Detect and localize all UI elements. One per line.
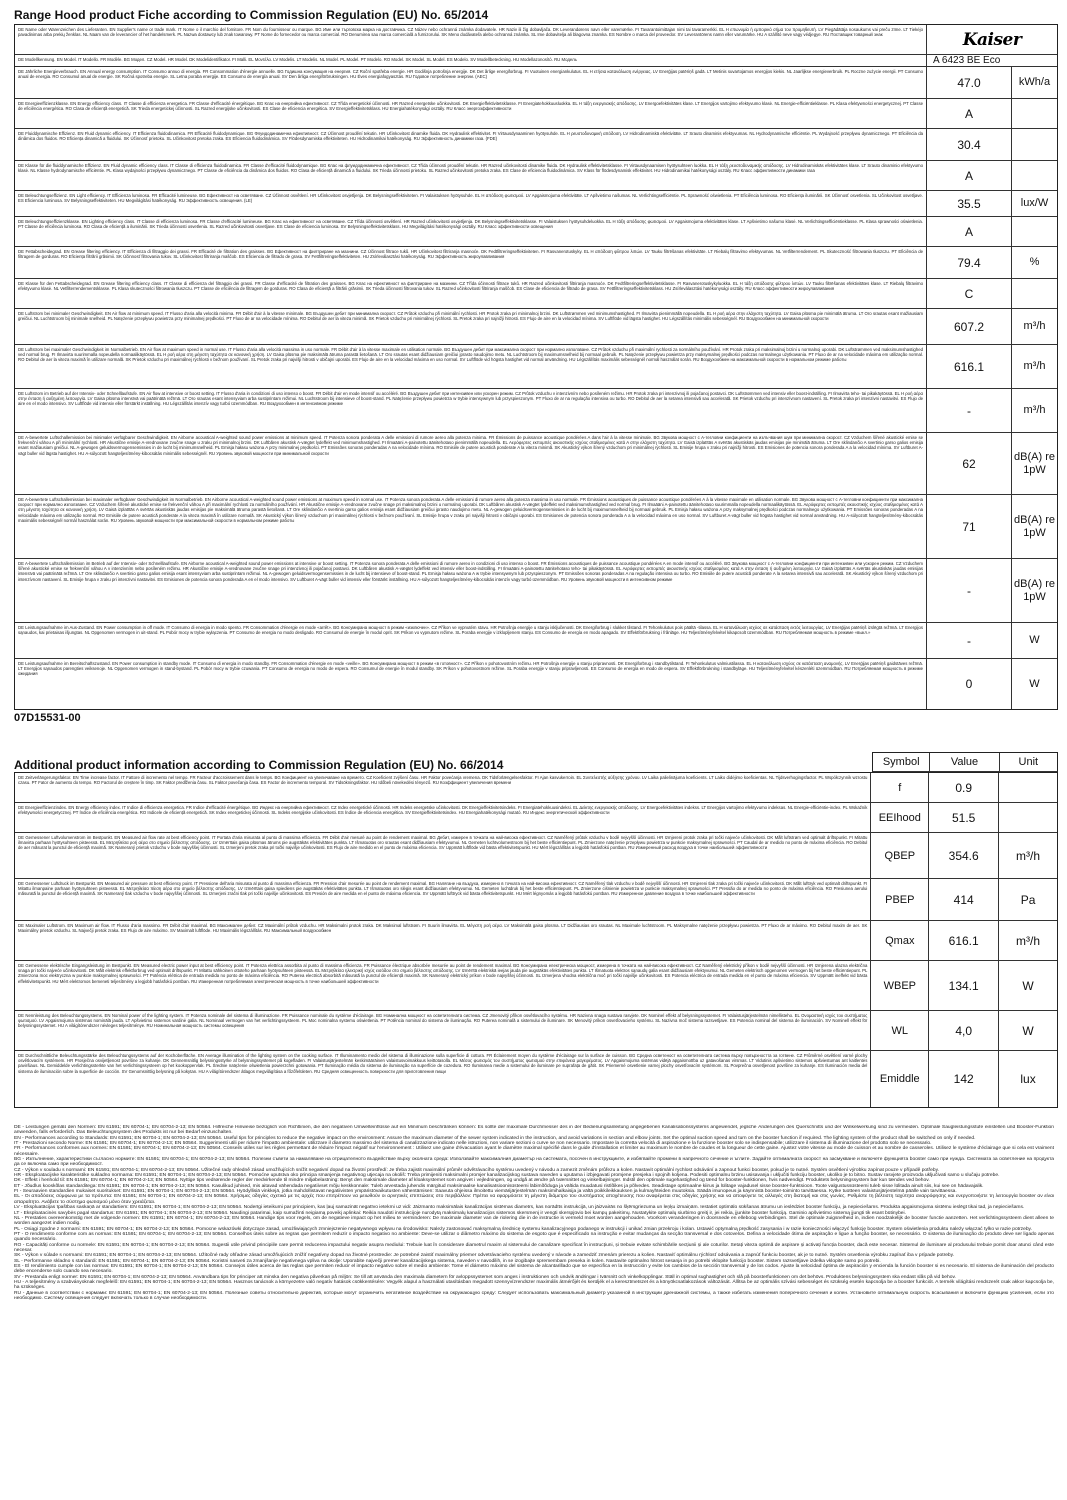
- note-paragraph: LV - Ekspluatācijas īpašības saskaņā ar standartiem: EN 61591; EN 60704-1; EN 60704-2-13; EN 50564. Noderīgi ieteikumi par principiem, kas ļauj samazināt negatīvo ietekmi uz vidi: Jāizmanto maksimālais kanalizācijas sistēmas diametrs, kas norādīts instrukcijā, un jāizvairās no šķērsgriezuma un leņķu izmaiņām. Iestatiet optimālo sūkšanas ātrumu un ieslēdziet booster funkciju, ja nepieciešams. Produkta apgaismojuma sistēmu ieslēgt tikai tad, ja nepieciešams.: [14, 1205, 1025, 1211]
- model-name: A 6423 BE Eco: [933, 55, 1001, 66]
- table-row: [15, 161, 1057, 191]
- note-paragraph: SK - Výkon v súlade s normami: EN 61591; EN 60704-1; EN 60704-2-13; EN 50564. Užitočné rady ohľadne zásad umožňujúcich znížiť negatívny dopad na životné prostredie: Je potrebné zaistiť maximálny priemer odvetrávacieho systému uvedený v návode a zamedziť zmenám prierezu a kolien. Nastaviť optimálnu rýchlosť odsávania a zapnúť funkciu booster, ak je to nutné. Systém osvetlenia výrobku zapínať iba v prípade potreby.: [14, 1253, 955, 1259]
- row-value: 51.5: [929, 803, 999, 832]
- row-unit: [999, 803, 1057, 832]
- row-value: 0: [927, 659, 1012, 709]
- note-paragraph: DK - Effekt i henhold til: EN 61591; EN 60704-1; EN 60704-2-13; EN 50564. Nyttige tips vedrørende regler der medvirkende til mindre miljøbelastning: Benyt den maksimale diameter af kloaksystemet som angivet i vejledningen, og undgå at ændre på tværsnittet og vinkelbøjninger. Indstil den optimale sugehastighed og tænd for booster-funktionen, hvis nødvendigt. Produktets belysningssystem bør kun tændes ved behov.: [14, 1178, 930, 1184]
- table-row: [15, 99, 1057, 129]
- row-unit: kWh/a: [1018, 76, 1051, 88]
- row-unit: lux: [1020, 1072, 1036, 1086]
- row-value: C: [927, 279, 1012, 308]
- row-value: 62: [927, 433, 1012, 494]
- fiche-title: Range Hood product Fiche according to Commission Regulation (EU) No. 65/2014: [14, 8, 489, 22]
- row-unit: [1012, 279, 1057, 308]
- row-description: DE Energieeffizienzindex. EN Energy efficiency index. IT Indice di efficienza energetica. FR Indice d'efficacité énergétique. BG Индекс на енергийна ефективност. CZ Index energetické účinnosti. HR Indeks energetske učinkovitosti. DK Energieffektivitetsindeks. FI Energiatehokkuusindeksi. EL Δείκτης ενεργειακής απόδοσης. LV Energoefektivitātes indekss. LT Energijos vartojimo efektyvumo indeksas. NL Energie-efficiëntie-index. PL Wskaźnik efektywności energetycznej. PT Índice de eficiência energética. RO Indicele de eficiență energetică. SK Index energetickej účinnosti. SL Indeks energijske učinkovitosti. ES Índice de eficiencia energética. SV Energieffektivitetsindex. HU Energiahatékonysági mutató. RU Индекс энергетической эффективности: [15, 803, 871, 832]
- header-value: Value: [930, 753, 999, 771]
- row-symbol: EEIhood: [871, 803, 929, 832]
- row-value: 30.4: [927, 129, 1012, 160]
- row-description: DE A-bewertete Luftschallemission im Betrieb auf der Intensiv- oder Schnelllaufstufe. EN Airborne acoustical A-weighted sound power emissions at intensive or boost setting. IT Potenza sonora ponderata A delle emissioni di rumore aereo in condizioni di uso intenso o boost. FR Émissions acoustiques de puissance acoustique pondérées A en mode intensif ou accéléré. BG Звукова мощност с А-тегловни коефициенти при интензивен или ускорен режим. CZ Vzduchem šířené akustické emise se frekvenční váhou A v intenzivním nebo posíleném režimu. HR Akustične emisije A-vrednovane zvučne snage pri intenzivnoj ili pojačanoj postavci. DK Luftbåren akustisk A-vægtet lydeffekt ved intensiv eller boost-indstilling. FI Ilmaääni A-painotettu äänitehotaso teho- tai pikakäytössä. EL Αερόφερτες εκπομπές ακουστικής ισχύος σταθμισμένες κατά Α στην ένταση ή αυξημένη λειτουργία. LV Gaisā izplatītās A svērtās akustiskās jaudas emisijas intensīvā vai paātrinātā režīmā. LT Ore sklindančio A svertinio garso galios emisija esant intensyviam arba sustiprintam režimui. NL A-gewogen geluidsvermogensemissies in de lucht bij intensieve of boost-stand. PL Emisja hałasu ważona A w trybie intensywnym lub przyspieszonym. PT Emissões sonoras ponderadas A na regulação intensiva ou turbo. RO Emisiile de putere acustică ponderate A la setarea intensivă sau accelerată. SK Akustický výkon šírený vzduchom pri intenzívnom nastavení. SL Emisije hrupa v zraku pri intenzivni nastavitvi. ES Emisiones de potencia sonora ponderada A en el modo intensivo. SV Luftburet A-vägt buller vid intensiv eller förstärkt inställning. HU A-súlyozott hangteljesítmény-kibocsátás intenzív vagy turbó üzemmódban. RU Уровень звуковой мощности в интенсивном режиме: [15, 559, 927, 622]
- table-row: [15, 1011, 1057, 1051]
- row-value: 47.0: [927, 67, 1012, 98]
- document-code: 07D15531-00: [14, 712, 81, 724]
- note-paragraph: RO - Capacități conforme cu normele: EN 61591; EN 60704-1; EN 60704-2-13; EN 50564. Sugestii utile privind principiile care permit reducerea impactului negativ asupra mediului: Trebuie luat în considerare diametrul maxim al sistemului de canalizare specificat în instrucțiuni, și trebuie evitate schimbările secțiunii și ale coturilor. Setați viteza optimă de aspirare și activați funcția booster, dacă este necesar. Sistemul de iluminare al produsului trebuie pornit doar atunci când este necesar.: [14, 1242, 1054, 1253]
- row-unit: W: [1029, 677, 1040, 690]
- table-row: [15, 921, 1057, 961]
- row-value: A: [927, 99, 1012, 128]
- table-row: [15, 803, 1057, 833]
- row-description: DE Modellkennung. EN Model. IT Modello. FR Modèle. BG Модел. CZ Model. HR Model. DK Modelidentifikator. FI Malli. EL Μοντέλο. LV Modelis. LT Modelis. NL Model. PL Model. PT Modelo. RO Model. SK Model. SL Model. ES Modelo. SV Modellbeteckning. HU Modellazonosító. RU Модель: [15, 55, 927, 66]
- table-row: [15, 67, 1057, 99]
- row-symbol: Emiddle: [871, 1051, 929, 1107]
- note-paragraph: CZ - Výkon v souladu s normami: EN 61591; EN 60704-1; EN 60704-2-13; EN 50564. Užitečné rady ohledně zásad umožňujících snížit negativní dopad na životní prostředí: Je třeba zajistit maximální průměr odvětrávacího systému uvedený v návodu a zamezit změnám průřezu a kolen. Nastavit optimální rychlost odsávání a zapnout funkci booster, pokud je to nutné. Systém osvětlení výrobku zapínat pouze v případě potřeby.: [14, 1167, 940, 1173]
- table-row: [15, 623, 1057, 659]
- table-row: [15, 433, 1057, 495]
- row-unit: [1012, 161, 1057, 190]
- row-unit: [1012, 129, 1057, 160]
- note-paragraph: RU - Данные в соответствии с нормами: EN 61591; EN 60704-1; EN 60704-2-13; EN 50564. Полезные советы относительно директив, которые могут ограничить негативное воздействие на окружающую среду: Следует использовать максимальный диаметр указанной в инструкции дренажной системы, а также избегать изменения поперечного сечения и колен. Установите оптимальную скорость всасывания и включите функцию усиления, если это необходимо. Систему освещения следует включать только в случае необходимости.: [14, 1290, 1054, 1301]
- row-value: -: [927, 389, 1012, 432]
- table-row: [15, 247, 1057, 279]
- table-row: [15, 345, 1057, 389]
- row-description: DE Leistungsaufnahme im Bereitschaftszustand. EN Power consumption in standby mode. IT Consumo di energia in modo standby. FR Consommation d'énergie en mode «veille». BG Консумирана мощност в режим «в готовност». CZ Příkon v pohotovostním režimu. HR Potrošnja energije u stanju pripravnosti. DK Energiforbrug i standbytilstand. FI Tehonkulutus valmiustilassa. EL Η κατανάλωση ισχύος σε κατάσταση αναμονής. LV Enerģijas patēriņš gaidstāves režīmā. LT Energijos sąnaudos parengties veiksenoje. NL Opgenomen vermogen in stand-bystand. PL Pobór mocy w trybie czuwania. PT Consumo de energia no modo de espera. RO Consumul de energie în modul standby. SK Príkon v pohotovostnom režime. SL Poraba energije v stanju pripravljenosti. ES Consumo de energía en modo de espera. SV Effektförbrukning i standbyläge. HU Teljesítményfelvétel készenléti üzemmódban. RU Потребляемая мощность в режиме ожидания: [15, 659, 927, 709]
- row-description: DE Luftstrom im Betrieb auf der Intensiv- oder Schnelllaufstufe. EN Air flow at intensive or boost setting. IT Flusso d'aria in condizioni di uso intenso o boost. FR Débit d'air en mode intensif ou accéléré. BG Въздушен дебит при интензивен или ускорен режим. CZ Průtok vzduchu v intenzivním nebo posíleném režimu. HR Protok zraka pri intenzivnoj ili pojačanoj postavci. DK Luftstrømmen ved intensiv eller boost-indstilling. FI Ilmavirta teho- tai pikakäytössä. EL Η ροή αέρα στην ένταση ή αυξημένη λειτουργία. LV Gaisa plūsma intensīvā vai paātrinātā režīmā. LT Oro srautas esant intensyviam arba sustiprintam režimui. NL Luchtstroom bij intensieve of boost-stand. PL Natężenie przepływu powietrza w trybie intensywnym lub przyspieszonym. PT Fluxo de ar na regulação intensiva ou turbo. RO Debitul de aer la setarea intensivă sau accelerată. SK Prietok vzduchu pri intenzívnom nastavení. SL Pretok zraka pri intenzivni nastavitvi. ES Flujo de aire en el modo intensivo. SV Luftflöde vid intensiv eller förstärkt inställning. HU Légszállítás intenzív vagy turbó üzemmódban. RU Воздухообмен в интенсивном режиме: [15, 389, 927, 432]
- header-unit: Unit: [1018, 756, 1039, 768]
- note-paragraph: BG - Изпълнение, характеристики съгласно нормите: EN 61591; EN 60704-1; EN 60704-2-13; EN 50564. Полезни съвети за намаляване на отрицателното въздействие върху околната среда: Използвайте максималния диаметър на системата, посочен в инструкциите, и избягвайте промени в напречното сечение и ъглите. Задайте оптималната скорост на засмукване и включете функцията booster само при нужда. Системата за осветление на продукта да се включва само при необходимост.: [14, 1157, 1054, 1168]
- additional-info-title: Additional product information according to Commission Regulation (EU) No. 66/2014: [14, 758, 504, 772]
- table-row: [15, 279, 1057, 309]
- row-unit: Pa: [1020, 892, 1036, 907]
- row-description: DE Beleuchtungseffizienzklasse. EN Lighting efficiency class. IT Classe di efficienza luminosa. FR Classe d'efficacité lumineuse. BG Клас на ефективност на осветяване. CZ Třída účinnosti osvětlení. HR Razred učinkovitosti osvjetljenja. DK Belysningseffektivitetsklasse. FI Valaistuksen hyötysuhdeluokka. EL Η τάξη απόδοσης φωτισμού. LV Apgaismojuma efektivitātes klase. LT Apšvietimo našumo klasė. NL Verlichtingsefficiëntieklasse. PL Klasa sprawności oświetlenia. PT Classe de eficiência luminosa. RO Clasa de eficiență a iluminării. SK Trieda účinnosti osvetlenia. SL Razred učinkovitosti osvetljave. ES Clase de eficiencia luminosa. SV Belysningseffektivitetsklass. HU Megvilágítási hatékonysági osztály. RU Класс эффективности освещения: [15, 217, 927, 246]
- row-unit: m³/h: [1023, 360, 1046, 372]
- note-paragraph: FR - Performances conformes aux normes: EN 61591; EN 60704-1; EN 60704-2-13; EN 50564. Conseils utiles sur les règles permettant de réduire l'impact négatif sur l'environnement : Utilisez une gaine d'évacuation ayant le diamètre maximal spécifié dans le guide d'installation et limiter au maximum le nombre de coudes et la longueur de cette gaine. Ajustez votre vitesse au mode de cuisson et au nombre de casseroles. Utilisez le système d'éclairage que si cela est vraiment nécessaire.: [14, 1146, 1054, 1157]
- row-value: -: [927, 623, 1012, 658]
- row-value: 71: [927, 495, 1012, 558]
- row-value: 616.1: [927, 345, 1012, 388]
- row-unit: [1012, 217, 1057, 246]
- row-description: DE Gemessener Luftvolumenstrom im Bestpunkt. EN Measured air flow rate at best efficiency point. IT Portata d'aria misurata al punto di massima efficienza. FR Débit d'air mesuré au point de rendement maximal. BG Дебит, измерен в точката на най-висока ефективност. CZ Naměřený průtok vzduchu v bodě nejvyšší účinnosti. HR Izmjereni protok zraka pri točki najveće učinkovitosti. DK Målt luftstrøm ved optimalt driftspunkt. FI Mitattu ilmavirta parhaan hyötysuhteen pisteessä. EL Μετρηθείσα ροή αέρα στο σημείο βέλτιστης απόδοσης. LV Izmērītais gaisa plūsmas ātrums pie augstākās efektivitātes punkta. LT Išmatuotas oro srautas esant didžiausiam efektyvumui. NL Gemeten luchtvolumestroom bij het beste efficiëntiepunt. PL Zmierzone natężenie przepływu powietrza w punkcie maksymalnej sprawności. PT Caudal de ar medido no ponto de máxima eficiência. RO Debitul de aer măsurat la punctul de eficiență maximă. SK Nameraný prietok vzduchu v bode najvyššej účinnosti. SL Izmerjeni pretok zraka pri točki najvišje učinkovitosti. ES Flujo de aire medido en el punto de máxima eficiencia. SV Uppmätt luftflöde vid bästa effektivitetspunkt. HU Mért légszállítás a legjobb hatásfokú pontban. RU Измеренный расход воздуха в точке наибольшей эффективности: [15, 833, 871, 878]
- row-value: 79.4: [927, 247, 1012, 278]
- additional-info-body: [14, 772, 1058, 1108]
- row-description: DE Durchschnittliche Beleuchtungsstärke des Beleuchtungssystems auf der Kochoberfläche. EN Average illumination of the lighting system on the cooking surface. IT Illuminamento medio del sistema di illuminazione sulla superficie di cottura. FR Éclairement moyen du système d'éclairage sur la surface de cuisson. BG Средна осветеност на осветителната система върху повърхността за готвене. CZ Průměrné osvětlení varné plochy osvětlovacím systémem. HR Prosječna osvijetljenost površine za kuhanje. DK Gennemsnitlig belysningsstyrke af belysningssystemet på kogefladen. FI Valaistusjärjestelmän keskimääräinen valaistusvoimakkuus keittotasolla. EL Μέσος φωτισμός του συστήματος φωτισμού στην επιφάνεια μαγειρέματος. LV Apgaismojuma sistēmas vidējā apgaismotība uz gatavošanas virsmas. LT Vidutinis apšvietimo sistemos apšviestumas ant kaitlentės paviršiaus. NL Gemiddelde verlichtingssterkte van het verlichtingssysteem op het kookoppervlak. PL Średnie natężenie oświetlenia powierzchni gotowania. PT Iluminação média do sistema de iluminação na superfície de cozedura. RO Iluminarea medie a sistemului de iluminare pe suprafața de gătit. SK Priemerné osvetlenie varnej plochy osvetľovacím systémom. SL Povprečna osvetljenost površine za kuhanje. ES Iluminación media del sistema de iluminación sobre la superficie de cocción. SV Genomsnittlig belysning på kokytan. HU A világítórendszer átlagos megvilágítása a főzőfelületen. RU Средняя освещенность поверхности для приготовления пищи: [15, 1051, 871, 1107]
- row-symbol: WL: [871, 1011, 929, 1050]
- row-symbol: WBEP: [871, 961, 929, 1010]
- row-description: DE Fettabscheidegrad. EN Grease filtering efficiency. IT Efficienza di filtraggio dei grassi. FR Efficacité de filtration des graisses. BG Ефективност на филтриране на мазнини. CZ Účinnost filtrace tuků. HR Učinkovitost filtriranja masnoće. DK Fedtfiltreringseffektiviteten. FI Rasvanerotuskyky. EL Η απόδοση φίλτρου λιπών. LV Tauku filtrēšanas efektivitāte. LT Riebalų filtravimo efektyvumas. NL Vetfilterrendement. PL Skuteczność filtrowania tłuszczu. PT Eficiência de filtragem de gorduras. RO Eficiența filtrării grăsimii. SK Účinnosť filtrovania tukov. SL Učinkovitost filtriranja maščob. ES Eficiencia de filtrado de grasa. SV Fettfiltreringseffektiviteten. HU Zsírleválasztási hatékonyság. RU Эффективность жироулавливания: [15, 247, 927, 278]
- row-value: 134.1: [929, 961, 999, 1010]
- table-row: [15, 217, 1057, 247]
- note-paragraph: EL - Οι αποδόσεις σύμφωνα με τα πρότυπα: EN 61591; EN 60704-1; EN 60704-2-13; EN 50564. Χρήσιμες οδηγίες σχετικά με τις αρχές που επιτρέπουν να μειωθούν οι αρνητικές επιπτώσεις στο περιβάλλον: Πρέπει να εφαρμόσετε τη μέγιστη διάμετρο του συστήματος αποχέτευσης που αναφέρεται στις οδηγίες χρήσης και να αποφύγετε τις αλλαγές στη διατομή και στις γωνίες. Ρυθμίστε τη βέλτιστη ταχύτητα αναρρόφησης και ενεργοποιήστε τη λειτουργία booster αν είναι απαραίτητο. Ανάβετε το σύστημα φωτισμού μόνο όταν χρειάζεται.: [14, 1194, 1054, 1205]
- table-row: [15, 389, 1057, 433]
- brand-logo-cell: [927, 25, 1057, 54]
- row-value: A: [927, 217, 1012, 246]
- model-cell: [927, 55, 1057, 66]
- row-unit: dB(A) re 1pW: [1014, 577, 1055, 603]
- row-unit: dB(A) re 1pW: [1014, 513, 1055, 539]
- row-description: DE Klasse für die fluiddynamische Effizienz. EN Fluid dynamic efficiency class. IT Classe di efficienza fluidodinamica. FR Classe d'efficacité fluidodynamique. BG Клас на флуидодинамична ефективност. CZ Třída účinnosti proudění tekutin. HR Razred učinkovitosti dinamike fluida. DK Hydraulisk effektivitetsklasse. FI Virtausdynaamisen hyötysuhteen luokka. EL Η τάξη ρευστοδυναμικής απόδοσης. LV Hidrodinamiskās efektivitātes klase. LT Srauto dinaminio efektyvumo klasė. NL Klasse hydrodynamische efficiëntie. PL Klasa wydajności przepływu dynamicznego. PT Classe de eficiência da dinâmica dos fluidos. RO Clasa de eficiență dinamică a fluidului. SK Trieda účinnosti prietoku. SL Razred učinkovitosti pretoka zraka. ES Clase de eficiencia fluidodinámica. SV Klass för flödesdynamisk effektivitet. HU Hidrodinamikai hatékonysági osztály. RU Класс эффективности динамики газа: [15, 161, 927, 190]
- note-paragraph: FI - Seuraavien standardien mukaiset suoritukset: EN 61591; EN 60704-1; EN 60704-2-13; EN 50564. Hyödyllisiä vinkkejä, jotka mahdollistavat negatiivisten ympäristövaikutusten vähentämisen: Saavuta ohjeissa ilmoitettu viemärijärjestelmän maksimihalkaisija ja vältä poikkileikkauksen ja kulmayhteiden muutoksia. Säädä imunopeus ja käynnistä booster-toiminto tarvittaessa. Kytke tuotteen valaistusjärjestelmä päälle vain tarvittaessa.: [14, 1189, 957, 1195]
- row-unit: W: [1029, 634, 1040, 646]
- note-paragraph: LT - Eksploatacinės savybės pagal standartus: EN 61591; EN 60704-1; EN 60704-2-13; EN 50564. Naudingi patarimai, kaip sumažinti neigiamą poveikį aplinkai: Reikia naudoti instrukcijoje nurodytą maksimalų kanalizacijos sistemos skersmenį ir vengti skerspjūvio bei kampų pakeitimų. Nustatykite optimalų siurbimo greitį ir, jei reikia, įjunkite booster funkciją. Gaminio apšvietimo sistemą įjungti tik esant būtinybei.: [14, 1210, 906, 1216]
- row-description: DE A-bewertete Luftschallemission bei minimaler verfügbarer Geschwindigkeit. EN Airborne acoustical A-weighted sound power emissions at minimum speed. IT Potenza sonora ponderata A delle emissioni di rumore aereo alla potenza minima. FR Émissions de puissance acoustique pondérées A dans l'air à la vitesse minimale. BG Звукова мощност с А-тегловни коефициенти на излъчвания шум при минимална скорост. CZ Vzduchem šířené akustické emise se frekvenční váhou A při minimální rychlosti. HR Akustične emisije A-vrednovane zvučne snage u zraku pri minimalnoj brzini. DK Luftbåren akustisk A-vægtet lydeffekt ved minimumshastighed. FI Ilmaääni A-painotettu äänitehotaso pienimmällä nopeudella. EL Αερόφερτες εκπομπές ακουστικής ισχύος σταθμισμένες κατά Α στην ελάχιστη ταχύτητα. LV Gaisā izplatītās A svērtās akustiskās jaudas emisijas pie minimālā ātruma. LT Ore sklindančio A svertinio garso galios emisija esant mažiausiam greičiui. NL A-gewogen geluidsvermogensemissies in de lucht bij minimumsnelheid. PL Emisja hałasu ważona A przy minimalnej prędkości. PT Emissões sonoras ponderadas A na velocidade mínima. RO Emisiile de putere acustică ponderate A la viteza minimă. SK Akustický výkon šírený vzduchom pri minimálnej rýchlosti. SL Emisije hrupa v zraku pri najnižji hitrosti. ES Emisiones de potencia sonora ponderada A a la velocidad mínima. SV Luftburet A-vägt buller vid lägsta hastighet. HU A-súlyozott hangteljesítmény-kibocsátás minimális sebességnél. RU Уровень звуковой мощности при минимальной скорости: [15, 433, 927, 494]
- table-row: [15, 129, 1057, 161]
- table-row: [15, 833, 1057, 879]
- row-value: 4,0: [929, 1011, 999, 1050]
- table-row: [15, 495, 1057, 559]
- row-unit: m³/h: [1016, 848, 1041, 863]
- table-row: [15, 191, 1057, 217]
- row-unit: W: [1022, 978, 1034, 993]
- row-value: 0.9: [929, 773, 999, 802]
- row-value: -: [927, 559, 1012, 622]
- note-paragraph: ET - Jõudlus kooskõlas standarditega: EN 61591; EN 60704-1; EN 60704-2-13; EN 50564. Kasulikud juhised, mis aitavad vähendada negatiivset mõju keskkonnale: Tuleb arvestada juhendis märgitud maksimaalse kanalisatsioonisüsteemi läbimõõduga ja vältida muudatusi ristlõikes ja põlvedes. Seadistage optimaalne kiirus ja lülitage vajadusel sisse booster-funktsioon. Toote valgustussüsteemi tuleb sisse lülitada ainult siis, kui see on hädavajalik.: [14, 1183, 984, 1189]
- row-description: DE Luftstrom bei maximaler Geschwindigkeit im Normalbetrieb. EN Air flow at maximum speed in normal use. IT Flusso d'aria alla velocità massima in uso normale. FR Débit d'air à la vitesse maximale en utilisation normale. BG Въздушен дебит при максимална скорост при нормално използване. CZ Průtok vzduchu při maximální rychlosti za normálního používání. HR Protok zraka pri maksimalnoj brzini u normalnoj uporabi. DK Luftstrømmen ved maksimumshastighed ved normal brug. FI Ilmavirta suurimmalla nopeudella normaalikäytössä. EL Η ροή αέρα στη μέγιστη ταχύτητα σε κανονική χρήση. LV Gaisa plūsma pie maksimālā ātruma parastā lietošanā. LT Oro srautas esant didžiausiam greičiui įprasto naudojimo metu. NL Luchtstroom bij maximumsnelheid bij normaal gebruik. PL Natężenie przepływu powietrza przy maksymalnej prędkości podczas normalnego użytkowania. PT Fluxo de ar na velocidade máxima em utilização normal. RO Debitul de aer la viteza maximă în utilizare normală. SK Prietok vzduchu pri maximálnej rýchlosti v bežnom používaní. SL Pretok zraka pri najvišji hitrosti v običajni uporabi. ES Flujo de aire en la velocidad máxima en uso normal. SV Luftflöde vid högsta hastighet vid normal användning. HU Légszállítás maximális sebességnél normál használat során. RU Воздухообмен на максимальной скорости в нормальном режиме работы: [15, 345, 927, 388]
- row-description: DE Klasse für den Fettabscheidegrad. EN Grease filtering efficiency class. IT Classe di efficienza del filtraggio dei grassi. FR Classe d'efficacité de filtration des graisses. BG Клас на ефективност на филтриране на мазнини. CZ Třída účinnosti filtrace tuků. HR Razred učinkovitosti filtriranja masnoće. DK Fedtfiltreringseffektivitetsklasse. FI Rasvanerotuskykyluokka. EL Η τάξη απόδοσης φίλτρου λιπών. LV Tauku filtrēšanas efektivitātes klase. LT Riebalų filtravimo efektyvumo klasė. NL Vetfilterrendementsklasse. PL Klasa skuteczności filtrowania tłuszczu. PT Classe de eficiência de filtragem de gorduras. RO Clasa de eficiență a filtrării grăsimii. SK Trieda účinnosti filtrovania tukov. SL Razred učinkovitosti filtriranja maščob. ES Clase de eficiencia de filtrado de grasa. SV Fettfiltreringseffektivitetsklass. HU Zsírleválasztási hatékonysági osztály. RU Класс эффективности жироулавливания: [15, 279, 927, 308]
- note-paragraph: ES - El rendimiento cumple con las normas: EN 61591; EN 60704-1; EN 60704-2-13; EN 50564. Consejos útiles acerca de las reglas que permiten reducir el impacto negativo sobre el medio ambiente: Tome el diámetro máximo del sistema de alcantarillado que se especifica en la instrucción y evite los cambios de la sección transversal y de los codos. Ajuste la velocidad óptima de aspiración y encienda la función booster si es necesario. El sistema de iluminación del producto debe encenderse solo cuando sea necesario.: [14, 1263, 1054, 1275]
- row-description: DE Fluiddynamische Effizienz. EN Fluid dynamic efficiency. IT Efficienza fluidodinamica. FR Efficacité fluidodynamique. BG Флуидодинамична ефективност. CZ Účinnost proudění tekutin. HR Učinkovitost dinamike fluida. DK Hydraulisk effektivitet. FI Virtausdynaaminen hyötysuhde. EL Η ρευστοδυναμική απόδοση. LV Hidrodinamiskā efektivitāte. LT Srauto dinaminis efektyvumas. NL Hydrodynamische efficiëntie. PL Wydajność przepływu dynamicznego. PT Eficiência da dinâmica dos fluidos. RO Eficiența dinamică a fluidului. SK Účinnosť prietoku. SL Učinkovitost pretoka zraka. ES Eficiencia fluidodinámica. SV Flödesdynamiska effektiviteten. HU Hidrodinamikai hatékonyság. RU Эффективность динамики газа. (FDE): [15, 129, 927, 160]
- table-row: [15, 879, 1057, 921]
- row-value: 616.1: [929, 921, 999, 960]
- note-paragraph: IT - Prestazioni secondo Norme: EN 61591; EN 60704-1; EN 60704-2-13; EN 50564. Suggerimenti utili per ridurre l'impatto ambientale: utilizzare il diametro massimo del sistema di canalizzazione indicato nelle istruzioni, non variare sezioni o curve se non necessario. Impostare la corretta velocità di aspirazione e la funzione booster solo se indispensabile; utilizzare il sistema di illuminazione del prodotto solo se necessario.: [14, 1141, 932, 1147]
- table-row: [15, 25, 1057, 55]
- table-row: [15, 773, 1057, 803]
- brand-logo: Kaiser: [962, 29, 1022, 50]
- row-value: 354.6: [929, 833, 999, 878]
- note-paragraph: DE - Leistungen gemäß den Normen: EN 61591; EN 60704-1; EN 60704-2-13; EN 50564. Hilfreiche Hinweise bezüglich von Richtlinien, die den negativen Umwelteinflüsse auf ein Minimum beschränken können: Es sollte der maximale Durchmesser des in der Bedienungsanleitung angegebenen Kanalisationssystems angewendet, jegliche Änderungen des Querschnitts und der Winkelwerkung sind zu vermeiden. Optimale Saugleistungsstufe einstellen und Booster-Funktion anwenden, falls erforderlich. Das Beleuchtungssystem des Produkts ist nur bei Bedarf einzuschalten.: [14, 1125, 1054, 1136]
- fiche-table: [14, 24, 1058, 710]
- additional-info-table: [14, 752, 1058, 1108]
- note-paragraph: SV - Prestanda enligt normer: EN 61591; EN 60704-1; EN 60704-2-13; EN 50564. Användbara tips för principer att minska den negativa påverkan på miljön: Se till att använda den maximala diametern för avloppssystemet som anges i instruktionen och undvik ändringar i tvärsnitt och vinkelkopplingar. Ställ in optimal sughastighet och slå på boosterfunktionen om det behövs. Produktens belysningssystem ska endast slås på vid behov.: [14, 1274, 956, 1280]
- table-row: [15, 961, 1057, 1011]
- note-paragraph: HU - A teljesítmény a szabványoknak megfelelő: EN 61591; EN 60704-1; EN 60704-2-13; EN 50564. Hasznos tanácsok a környezetre való negatív hatások csökkentésére: Vegyék alapul a használati utasításban megadott szennyvízrendszer maximális átmérőjét és kerüljék el a keresztmetszet és a könyökcsatlakozások változását. Állítsa be az optimális szívási sebességet és szükség esetén kapcsolja be a booster funkciót. A termék világítási rendszerét csak akkor kapcsolja be, ha szükséges.: [14, 1279, 1054, 1291]
- row-unit: [1012, 99, 1057, 128]
- table-row: [15, 1051, 1057, 1107]
- note-paragraph: NL - Prestaties overeenkomstig met de volgende normen: EN 61591; EN 60704-1; EN 60704-2-13; EN 50564. Handige tips voor regels, om de negatieve impact op het milieu te verminderen: De maximale diameter van de riolering die in de instructie is vermeld moet worden aangehouden. Voorkom veranderingen in doorsnede en elleboog verbindingen. Stel de optimale zuigsnelheid in, indien noodzakelijk de booster functie aanzetten. Het verlichtingssysteem dient alleen te worden aangezet indien nodig.: [14, 1215, 1054, 1227]
- table-header: [872, 752, 1058, 772]
- table-row: [15, 55, 1057, 67]
- row-unit: W: [1022, 1023, 1034, 1038]
- row-unit: lux/W: [1020, 197, 1049, 209]
- row-description: DE Jährliche Energieverbrauch. EN Annual energy consumption. IT Consumo annuo di energia. FR Consommation d'énergie annuelle. BG Годишна консумация на енергия. CZ Roční spotřeba energie. HR Godišnja potrošnja energije. DK Det årlige energiforbrug. FI Vuotuinen energiankulutus. EL Η ετήσια κατανάλωση ενέργειας. LV Enerģijas patēriņš gadā. LT Metinis suvartojamos energijos kiekis. NL Jaarlijkse energieverbruik. PL Roczne zużycie energii. PT Consumo anual de energia. RO Consumul anual de energie. SK Ročná spotreba energie. SL Letna poraba energije. ES Consumo de energía anual. SV Den årliga energiförbrukningen. HU Éves energiafogyasztás. RU Годовое потребление энергии. (AEC): [15, 67, 927, 98]
- row-unit: m³/h: [1023, 404, 1046, 416]
- row-unit: m³/h: [1016, 933, 1041, 948]
- note-paragraph: SL - Performanse skladno s standardi: EN 61591; EN 60704-1; EN 60704-2-13; EN 50564. Koristni nasveti za zmanjšanje negativnega vpliva na okolje: Uporabite največji premer kanalizacijskega sistema, naveden v navodilih, in se izogibajte spremembam preseka in kolen. Nastavite optimalno hitrost sesanja in po potrebi vklopite funkcijo booster. Sistem razsvetljave izdelka vklopite samo po potrebi.: [14, 1258, 881, 1264]
- note-paragraph: EN - Performances according to Standards: EN 61591; EN 60704-1; EN 60704-2-13; EN 50564. Useful tips for principles to reduce the negative impact on the environment: Assure the maximum diameter of the sewer system indicated in the instruction, and avoid variations in section and elbow joints. Set the optimal suction speed and turn on the booster function if required. The lighting system of the product shall be switched on only if needed.: [14, 1135, 976, 1141]
- row-value: 414: [929, 879, 999, 920]
- row-value: 35.5: [927, 191, 1012, 216]
- row-unit: dB(A) re 1pW: [1014, 450, 1055, 476]
- row-description: DE A-bewertete Luftschallemission bei maximaler verfügbarer Geschwindigkeit im Normalbetrieb. EN Airborne acoustical A-weighted sound power emissions at maximum speed in normal use. IT Potenza sonora ponderata A delle emissioni di rumore aereo alla potenza massima in uso normale. FR Émissions acoustiques de puissance acoustique pondérées A à la vitesse maximale en utilisation normale. BG Звукова мощност с А-тегловни коефициенти при максимална скорост при нормално използване. CZ Vzduchem šířené akustické emise se frekvenční váhou A při maximální rychlosti za normálního používání. HR Akustične emisije A-vrednovane zvučne snage pri maksimalnoj brzini u normalnoj uporabi. DK Luftbåren akustisk A-vægtet lydeffekt ved maksimumshastighed ved normal brug. FI Ilmaääni A-painotettu äänitehotaso suurimmalla nopeudella normaalikäytössä. EL Αερόφερτες εκπομπές ακουστικής ισχύος σταθμισμένες κατά Α στη μέγιστη ταχύτητα σε κανονική χρήση. LV Gaisā izplatītās A svērtās akustiskās jaudas emisijas pie maksimālā ātruma parastā lietošanā. LT Ore sklindančio A svertinio garso galios emisija esant didžiausiam greičiui įprasto naudojimo metu. NL A-gewogen geluidsvermogensemissies in de lucht bij maximumsnelheid bij normaal gebruik. PL Emisja hałasu ważona A przy maksymalnej prędkości podczas normalnego użytkowania. PT Emissões sonoras ponderadas A na velocidade máxima em utilização normal. RO Emisiile de putere acustică ponderate A la viteza maximă în utilizare normală. SK Akustický výkon šírený vzduchom pri maximálnej rýchlosti v bežnom používaní. SL Emisije hrupa v zraku pri najvišji hitrosti v običajni uporabi. ES Emisiones de potencia sonora ponderada A a la velocidad máxima en uso normal. SV Luftburet A-vägt buller vid högsta hastighet vid normal användning. HU A-súlyozott hangteljesítmény-kibocsátás maximális sebességnél normál használat során. RU Уровень звуковой мощности при максимальной скорости в нормальном режиме работы: [15, 495, 927, 558]
- row-description: DE Nennleistung des Beleuchtungssystems. EN Nominal power of the lighting system. IT Potenza nominale del sistema di illuminazione. FR Puissance nominale du système d'éclairage. BG Номинална мощност на осветителната система. CZ Jmenovitý příkon osvětlovacího systému. HR Nazivna snaga sustava rasvjete. DK Nominel effekt af belysningssystemet. FI Valaistusjärjestelmän nimellisteho. EL Ονομαστική ισχύς του συστήματος φωτισμού. LV Apgaismojuma sistēmas nominālā jauda. LT Apšvietimo sistemos vardinė galia. NL Nominaal vermogen van het verlichtingssysteem. PL Moc nominalna systemu oświetlenia. PT Potência nominal do sistema de iluminação. RO Puterea nominală a sistemului de iluminare. SK Menovitý príkon osvetľovacieho systému. SL Nazivna moč sistema razsvetljave. ES Potencia nominal del sistema de iluminación. SV Nominell effekt för belysningssystemet. HU A világítórendszer névleges teljesítménye. RU Номинальная мощность системы освещения: [15, 1011, 871, 1050]
- row-description: DE Leistungsaufnahme im Aus-Zustand. EN Power consumption in off mode. IT Consumo di energia in modo spento. FR Consommation d'énergie en mode «arrêt». BG Консумирана мощност в режим «изключен». CZ Příkon ve vypnutém stavu. HR Potrošnja energije u stanju isključenosti. DK Energiforbrug i slukket tilstand. FI Tehonkulutus pois päältä -tilassa. EL Η κατανάλωση ισχύος σε κατάσταση εκτός λειτουργίας. LV Enerģijas patēriņš izslēgtā režīmā. LT Energijos sąnaudos, kai prietaisas išjungtas. NL Opgenomen vermogen in uit-stand. PL Pobór mocy w trybie wyłączenia. PT Consumo de energia no modo desligado. RO Consumul de energie în modul oprit. SK Príkon vo vypnutom režime. SL Poraba energije v izklopljenem stanju. ES Consumo de energía en modo apagado. SV Effektförbrukning i frånläge. HU Teljesítményfelvétel kikapcsolt üzemmódban. RU Потребляемая мощность в режиме «выкл.»: [15, 623, 927, 658]
- row-description: DE Maximaler Luftstrom. EN Maximum air flow. IT Flusso d'aria massimo. FR Débit d'air maximal. BG Максимален дебит. CZ Maximální průtok vzduchu. HR Maksimalni protok zraka. DK Maksimal luftstrøm. FI Suurin ilmavirta. EL Μέγιστη ροή αέρα. LV Maksimālā gaisa plūsma. LT Didžiausias oro srautas. NL Maximale luchtstroom. PL Maksymalne natężenie przepływu powietrza. PT Fluxo de ar máximo. RO Debitul maxim de aer. SK Maximálny prietok vzduchu. SL Največji pretok zraka. ES Flujo de aire máximo. SV Maximalt luftflöde. HU Maximális légszállítás. RU Максимальный воздухообмен: [15, 921, 871, 960]
- row-description: DE Gemessener Luftdruck im Bestpunkt. EN Measured air pressure at best efficiency point. IT Pressione dell'aria misurata al punto di massima efficienza. FR Pression d'air mesurée au point de rendement maximal. BG Налягане на въздуха, измерено в точката на най-висока ефективност. CZ Naměřený tlak vzduchu v bodě nejvyšší účinnosti. HR Izmjereni tlak zraka pri točki najveće učinkovitosti. DK Målt lufttryk ved optimalt driftspunkt. FI Mitattu ilmanpaine parhaan hyötysuhteen pisteessä. EL Μετρηθείσα πίεση αέρα στο σημείο βέλτιστης απόδοσης. LV Izmērītais gaisa spiediens pie augstākās efektivitātes punkta. LT Išmatuotas oro slėgis esant didžiausiam efektyvumui. NL Gemeten luchtdruk bij het beste efficiëntiepunt. PL Zmierzone ciśnienie powietrza w punkcie maksymalnej sprawności. PT Pressão do ar medida no ponto de máxima eficiência. RO Presiunea aerului măsurată la punctul de eficiență maximă. SK Nameraný tlak vzduchu v bode najvyššej účinnosti. SL Izmerjeni zračni tlak pri točki najvišje učinkovitosti. ES Presión de aire medida en el punto de máxima eficiencia. SV Uppmätt lufttryck vid bästa effektivitetspunkt. HU Mért légnyomás a legjobb hatásfokú pontban. RU Измеренное давление воздуха в точке наибольшей эффективности: [15, 879, 871, 920]
- table-row: [15, 559, 1057, 623]
- note-paragraph: HR - Eksploatacijske karakteristike sukladno normama: EN 61591; EN 60704-1; EN 60704-2-13; EN 50564. Pomoćne uputstva oko principa smanjenja negativnog utjecaja na okoliš: Treba primijeniti maksimalni promjer kanalizacijskog sustava naveden u uputama i izbjegavati promjene presjeka i spojnih koljena. Podesiti optimalnu brzinu usisavanja i uključiti funkciju booster, ukoliko je to bitno. Sustav rasvjete proizvoda uključivati samo u slučaju potrebe.: [14, 1173, 1000, 1179]
- row-description: DE Name oder Warenzeichen des Lieferanten. EN Supplier's name or trade mark. IT Nome o il marchio del fornitore. FR Nom du fournisseur ou marque. BG Име или търговска марка на доставчика. CZ Název nebo ochranná známka dodavatele. HR Naziv ili žig dobavljača. DK Leverandørens navn eller varemærke. FI Tavarantoimittajan nimi tai tavaramerkki. EL Η επωνυμία ή εμπορικό σήμα του προμηθευτή. LV Piegādātāja nosaukums vai preču zīme. LT Tiekėjo pavadinimas arba prekių ženklas. NL Naam van de leverancier of het handelsmerk. PL Nazwa dostawcy lub znak towarowy. PT Nome do fornecedor ou marca comercial. RO Denumirea sau marca comercială a furnizorului. SK Meno dodávateľa alebo ochranná známka. SL Ime dobavitelja ali blagovna znamka. ES Nombre o marca del proveedor. SV Leverantörens namn eller varumärke. HU A szállító neve vagy védjegye. RU Поставщик товарный знак: [15, 25, 927, 54]
- row-unit: m³/h: [1023, 320, 1046, 332]
- row-symbol: QBEP: [871, 833, 929, 878]
- header-symbol: Symbol: [873, 753, 930, 771]
- row-description: DE Gemessene elektrische Eingangsleistung im Bestpunkt. EN Measured electric power input at best efficiency point. IT Potenza elettrica assorbita al punto di massima efficienza. FR Puissance électrique absorbée mesurée au point de rendement maximal. BG Консумирана електрическа мощност, измерена в точката на най-висока ефективност. CZ Naměřený elektrický příkon v bodě nejvyšší účinnosti. HR Izmjerena ulazna električna snaga pri točki najveće učinkovitosti. DK Målt elektrisk effektforbrug ved optimalt driftspunkt. FI Mitattu sähköinen ottoteho parhaan hyötysuhteen pisteessä. EL Μετρηθείσα ηλεκτρική ισχύς εισόδου στο σημείο βέλτιστης απόδοσης. LV Izmērītā elektriskā ieejas jauda pie augstākās efektivitātes punkta. LT Išmatuota elektros sąnaudų galia esant didžiausiam efektyvumui. NL Gemeten elektrisch opgenomen vermogen bij het beste efficiëntiepunt. PL Zmierzona moc elektryczna w punkcie maksymalnej sprawności. PT Potência elétrica de entrada medida no ponto de máxima eficiência. RO Puterea electrică absorbită măsurată la punctul de eficiență maximă. SK Nameraný elektrický príkon v bode najvyššej účinnosti. SL Izmerjena vhodna električna moč pri točki najvišje učinkovitosti. ES Potencia eléctrica de entrada medida en el punto de máxima eficiencia. SV Uppmätt ineffekt vid bästa effektivitetspunkt. HU Mért elektromos bemeneti teljesítmény a legjobb hatásfokú pontban. RU Измеренная потребляемая электрическая мощность в точке наибольшей эффективности: [15, 961, 871, 1010]
- row-symbol: f: [871, 773, 929, 802]
- row-value: 607.2: [927, 309, 1012, 344]
- row-description: DE Energieeffizienzklasse. EN Energy efficiency class. IT Classe di efficienza energetica. FR Classe d'efficacité énergétique. BG Клас на енергийна ефективност. CZ Třída energetické účinnosti. HR Razred energetske učinkovitosti. DK Energieffektivitetsklasse. FI Energiatehokkuusluokka. EL Η τάξη ενεργειακής απόδοσης. LV Energoefektivitātes klase. LT Energijos vartojimo efektyvumo klasė. NL Energie-efficiëntieklasse. PL Klasa efektywności energetycznej. PT Classe de eficiência energética. RO Clasa de eficiență energetică. SK Trieda energetickej účinnosti. SL Razred energijske učinkovitosti. ES Clase de eficiencia energética. SV Energieffektivitetsklass. HU Energiahatékonysági osztály. RU Класс энергоэффективности: [15, 99, 927, 128]
- row-description: DE Luftstrom bei minimaler Geschwindigkeit. EN Air flow at minimum speed. IT Flusso d'aria alla velocità minima. FR Débit d'air à la vitesse minimale. BG Въздушен дебит при минимална скорост. CZ Průtok vzduchu při minimální rychlosti. HR Protok zraka pri minimalnoj brzini. DK Luftstrømmen ved minimumshastighed. FI Ilmavirta pienimmällä nopeudella. EL Η ροή αέρα στην ελάχιστη ταχύτητα. LV Gaisa plūsma pie minimālā ātruma. LT Oro srautas esant mažiausiam greičiui. NL Luchtstroom bij minimale snelheid. PL Natężenie przepływu powietrza przy minimalnej prędkości. PT Fluxo de ar na velocidade mínima. RO Debitul de aer la viteza minimă. SK Prietok vzduchu pri minimálnej rýchlosti. SL Pretok zraka pri najnižji hitrosti. ES Flujo de aire en la velocidad mínima. SV Luftflöde vid lägsta hastighet. HU Légszállítás minimális sebességnél. RU Воздухообмен на минимальной скорости: [15, 309, 927, 344]
- row-unit: %: [1029, 256, 1040, 268]
- row-description: DE Beleuchtungseffizienz. EN Light efficiency. IT Efficienza luminosa. FR Efficacité lumineuse. BG Ефективност на осветяване. CZ Účinnost osvětlení. HR Učinkovitost osvjetljenja. DK Belysningseffektiviteten. FI Valaistuksen hyötysuhde. EL Η απόδοση φωτισμού. LV Apgaismojuma efektivitāte. LT Apšvietimo našumas. NL Verlichtingsefficiëntie. PL Sprawność oświetlenia. PT Eficiência luminosa. RO Eficiența iluminării. SK Účinnosť osvetlenia. SL Učinkovitost osvetljave. ES Eficiencia luminosa. SV Belysningseffektiviteten. HU Megvilágítási hatékonyság. RU Эффективность освещения. (LE): [15, 191, 927, 216]
- row-symbol: Qmax: [871, 921, 929, 960]
- table-row: [15, 659, 1057, 709]
- note-paragraph: PT - O rendimento conforme com as normas: EN 61591; EN 60704-1; EN 60704-2-13; EN 50564. Conselhos úteis sobre as regras que permitem reduzir o impacto negativo no ambiente: Deve-se utilizar o diâmetro máximo do sistema de esgoto que é especificado na instrução e evitar mudanças da secção transversal e dos cotovelos. Defina a velocidade ótima de aspiração e ligue a função booster, se necessário. O sistema de iluminação do produto deve ser ligado apenas quando necessário.: [14, 1231, 1054, 1243]
- note-paragraph: PL - Osiągi zgodne z normami: EN 61591; EN 60704-1; EN 60704-2-13; EN 50564. Pomocne wskazówki dotyczące zasad, umożliwiających zmniejszenie negatywnego wpływu na środowisko: Należy zastosować maksymalną średnicę systemu kanalizacyjnego podanego w instrukcji i unikać zmian przekroju i kolan. Ustawić optymalną prędkość zasysania i w razie konieczności włączyć funkcję booster. System oświetlenia produktu należy włączać tylko w razie potrzeby.: [14, 1226, 1032, 1232]
- row-value: A: [927, 161, 1012, 190]
- row-unit: [999, 773, 1057, 802]
- table-row: [15, 309, 1057, 345]
- row-symbol: PBEP: [871, 879, 929, 920]
- row-value: 142: [929, 1051, 999, 1107]
- standards-notes: [14, 1125, 1054, 1495]
- row-description: DE Zeitverlängerungsfaktor. EN Time increase factor. IT Fattore di incremento nel tempo. FR Facteur d'accroissement dans le temps. BG Коефициент на увеличаване на времето. CZ Koeficient zvýšení času. HR Faktor povećanja vremena. DK Tidsforlængelsesfaktor. FI Ajan kasvukerroin. EL Συντελεστής αύξησης χρόνου. LV Laika palielinājuma koeficients. LT Laiko didėjimo koeficientas. NL Tijdsverhogingsfactor. PL Współczynnik wzrostu czasu. PT Fator de aumento do tempo. RO Factorul de creștere în timp. SK Faktor predĺženia času. SL Faktor povečanja časa. ES Factor de incremento temporal. SV Tidsökningsfaktor. HU Időbeli növekedési tényező. RU Коэффициент увеличения времени: [15, 773, 871, 802]
